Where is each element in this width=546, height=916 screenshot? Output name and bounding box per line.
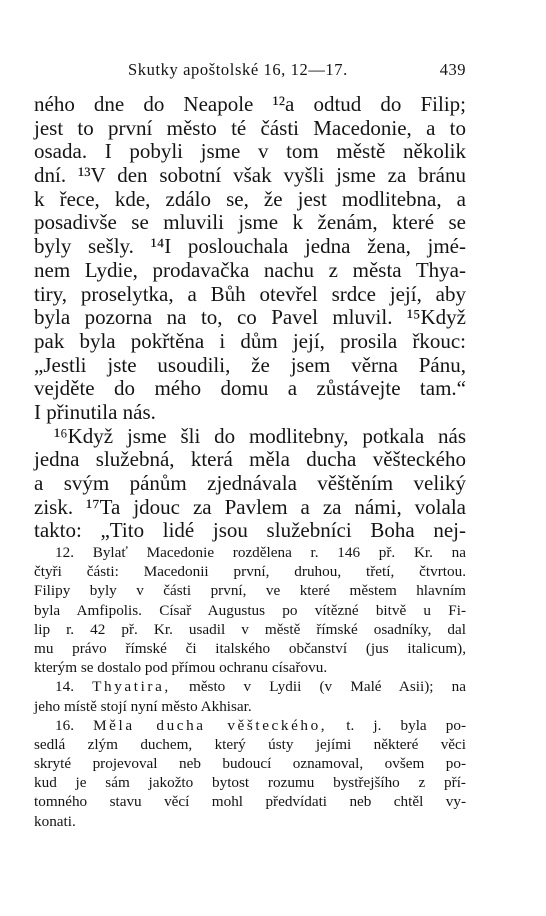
footnote-line: byla Amfipolis. Císař Augustus po vítězné bitvě u Fi- (34, 601, 466, 619)
text-line: pak byla pokřtěna i dům její, prosila řkouc: (34, 328, 466, 353)
footnote-line (34, 677, 466, 696)
footnote-text: město v Lydii (v Malé Asii); na (189, 678, 466, 696)
text-line: jest to první město té části Macedonie, a to (34, 115, 466, 140)
footnote-line: lip r. 42 př. Kr. usadil v městě římské osadníky, dal (34, 620, 466, 638)
footnote-number: 14. (55, 678, 74, 696)
text-line: posadivše se mluvili jsme k ženám, které se (34, 210, 466, 235)
footnote-number: 16. (55, 716, 74, 734)
footnote-line: konati. (34, 812, 76, 830)
footnote-line: sedlá zlým duchem, který ústy jejími některé věci (34, 735, 466, 753)
running-title: Skutky apoštolské 16, 12—17. (128, 60, 348, 79)
text-line: zisk. ¹⁷Ta jdouc za Pavlem a za námi, volala (34, 494, 466, 519)
text-line: tiry, proselytka, a Bůh otevřel srdce její, aby (34, 281, 466, 306)
text-line: nem Lydie, prodavačka nachu z města Thya- (34, 257, 466, 282)
page-number: 439 (439, 60, 466, 79)
text-line: takto: „Tito lidé jsou služebníci Boha nej- (34, 518, 466, 543)
footnote-line: kterým se dostalo pod přímou ochranu císařovu. (34, 659, 328, 677)
footnote-line: jeho místě stojí nyní město Akhisar. (34, 697, 252, 715)
text-line: byly sešly. ¹⁴I poslouchala jedna žena, jmé- (34, 234, 466, 259)
footnote-line: tomného stavu věcí mohl předvídati neb chtěl vy- (34, 793, 466, 811)
text-line: ¹⁶Když jsme šli do modlitebny, potkala nás (54, 423, 466, 448)
text-line: dní. ¹³V den sobotní však vyšli jsme za bránu (34, 163, 466, 188)
text-line: byla pozorna na to, co Pavel mluvil. ¹⁵Když (34, 305, 466, 330)
text-line: k řece, kde, zdálo se, že jest modlitebna, a (34, 186, 466, 211)
footnote-text: t. j. byla po- (346, 716, 466, 734)
text-line: jedna služebná, která měla ducha věšteckého (34, 447, 466, 472)
footnote-line: Filipy byly v části první, ve které městem hlavním (34, 582, 466, 600)
footnote-line: skryté projevoval neb budoucí oznamoval, ovšem po- (34, 755, 466, 773)
text-line: osada. I pobyli jsme v tom městě několik (34, 139, 466, 164)
footnote-line: mu právo římské či italského občanství (jus italicum), (34, 639, 466, 657)
footnote-line (34, 716, 466, 735)
running-head (34, 60, 466, 84)
footnote-term: Thyatira, (92, 678, 171, 696)
text-line: vejděte do mého domu a zůstávejte tam.“ (34, 376, 466, 401)
text-line: ného dne do Neapole ¹²a odtud do Filip; (34, 92, 466, 116)
text-line: I přinutila nás. (34, 399, 156, 424)
footnote-term: Měla ducha věšteckého, (93, 716, 328, 734)
main-text (34, 93, 466, 543)
footnote-line: kud je sám jakožto bytost rozumu bystřejšího z pří- (34, 774, 466, 792)
footnote-line: čtyři části: Macedonii první, druhou, třetí, čtvrtou. (34, 563, 466, 581)
text-line: „Jestli jste usoudili, že jsem věrna Pánu, (34, 352, 466, 377)
text-line: a svým pánům zjednávala věštěním veliký (34, 471, 466, 495)
footnotes (34, 543, 466, 831)
footnote-line: 12. Bylať Macedonie rozdělena r. 146 př. Kr. na (55, 544, 466, 561)
